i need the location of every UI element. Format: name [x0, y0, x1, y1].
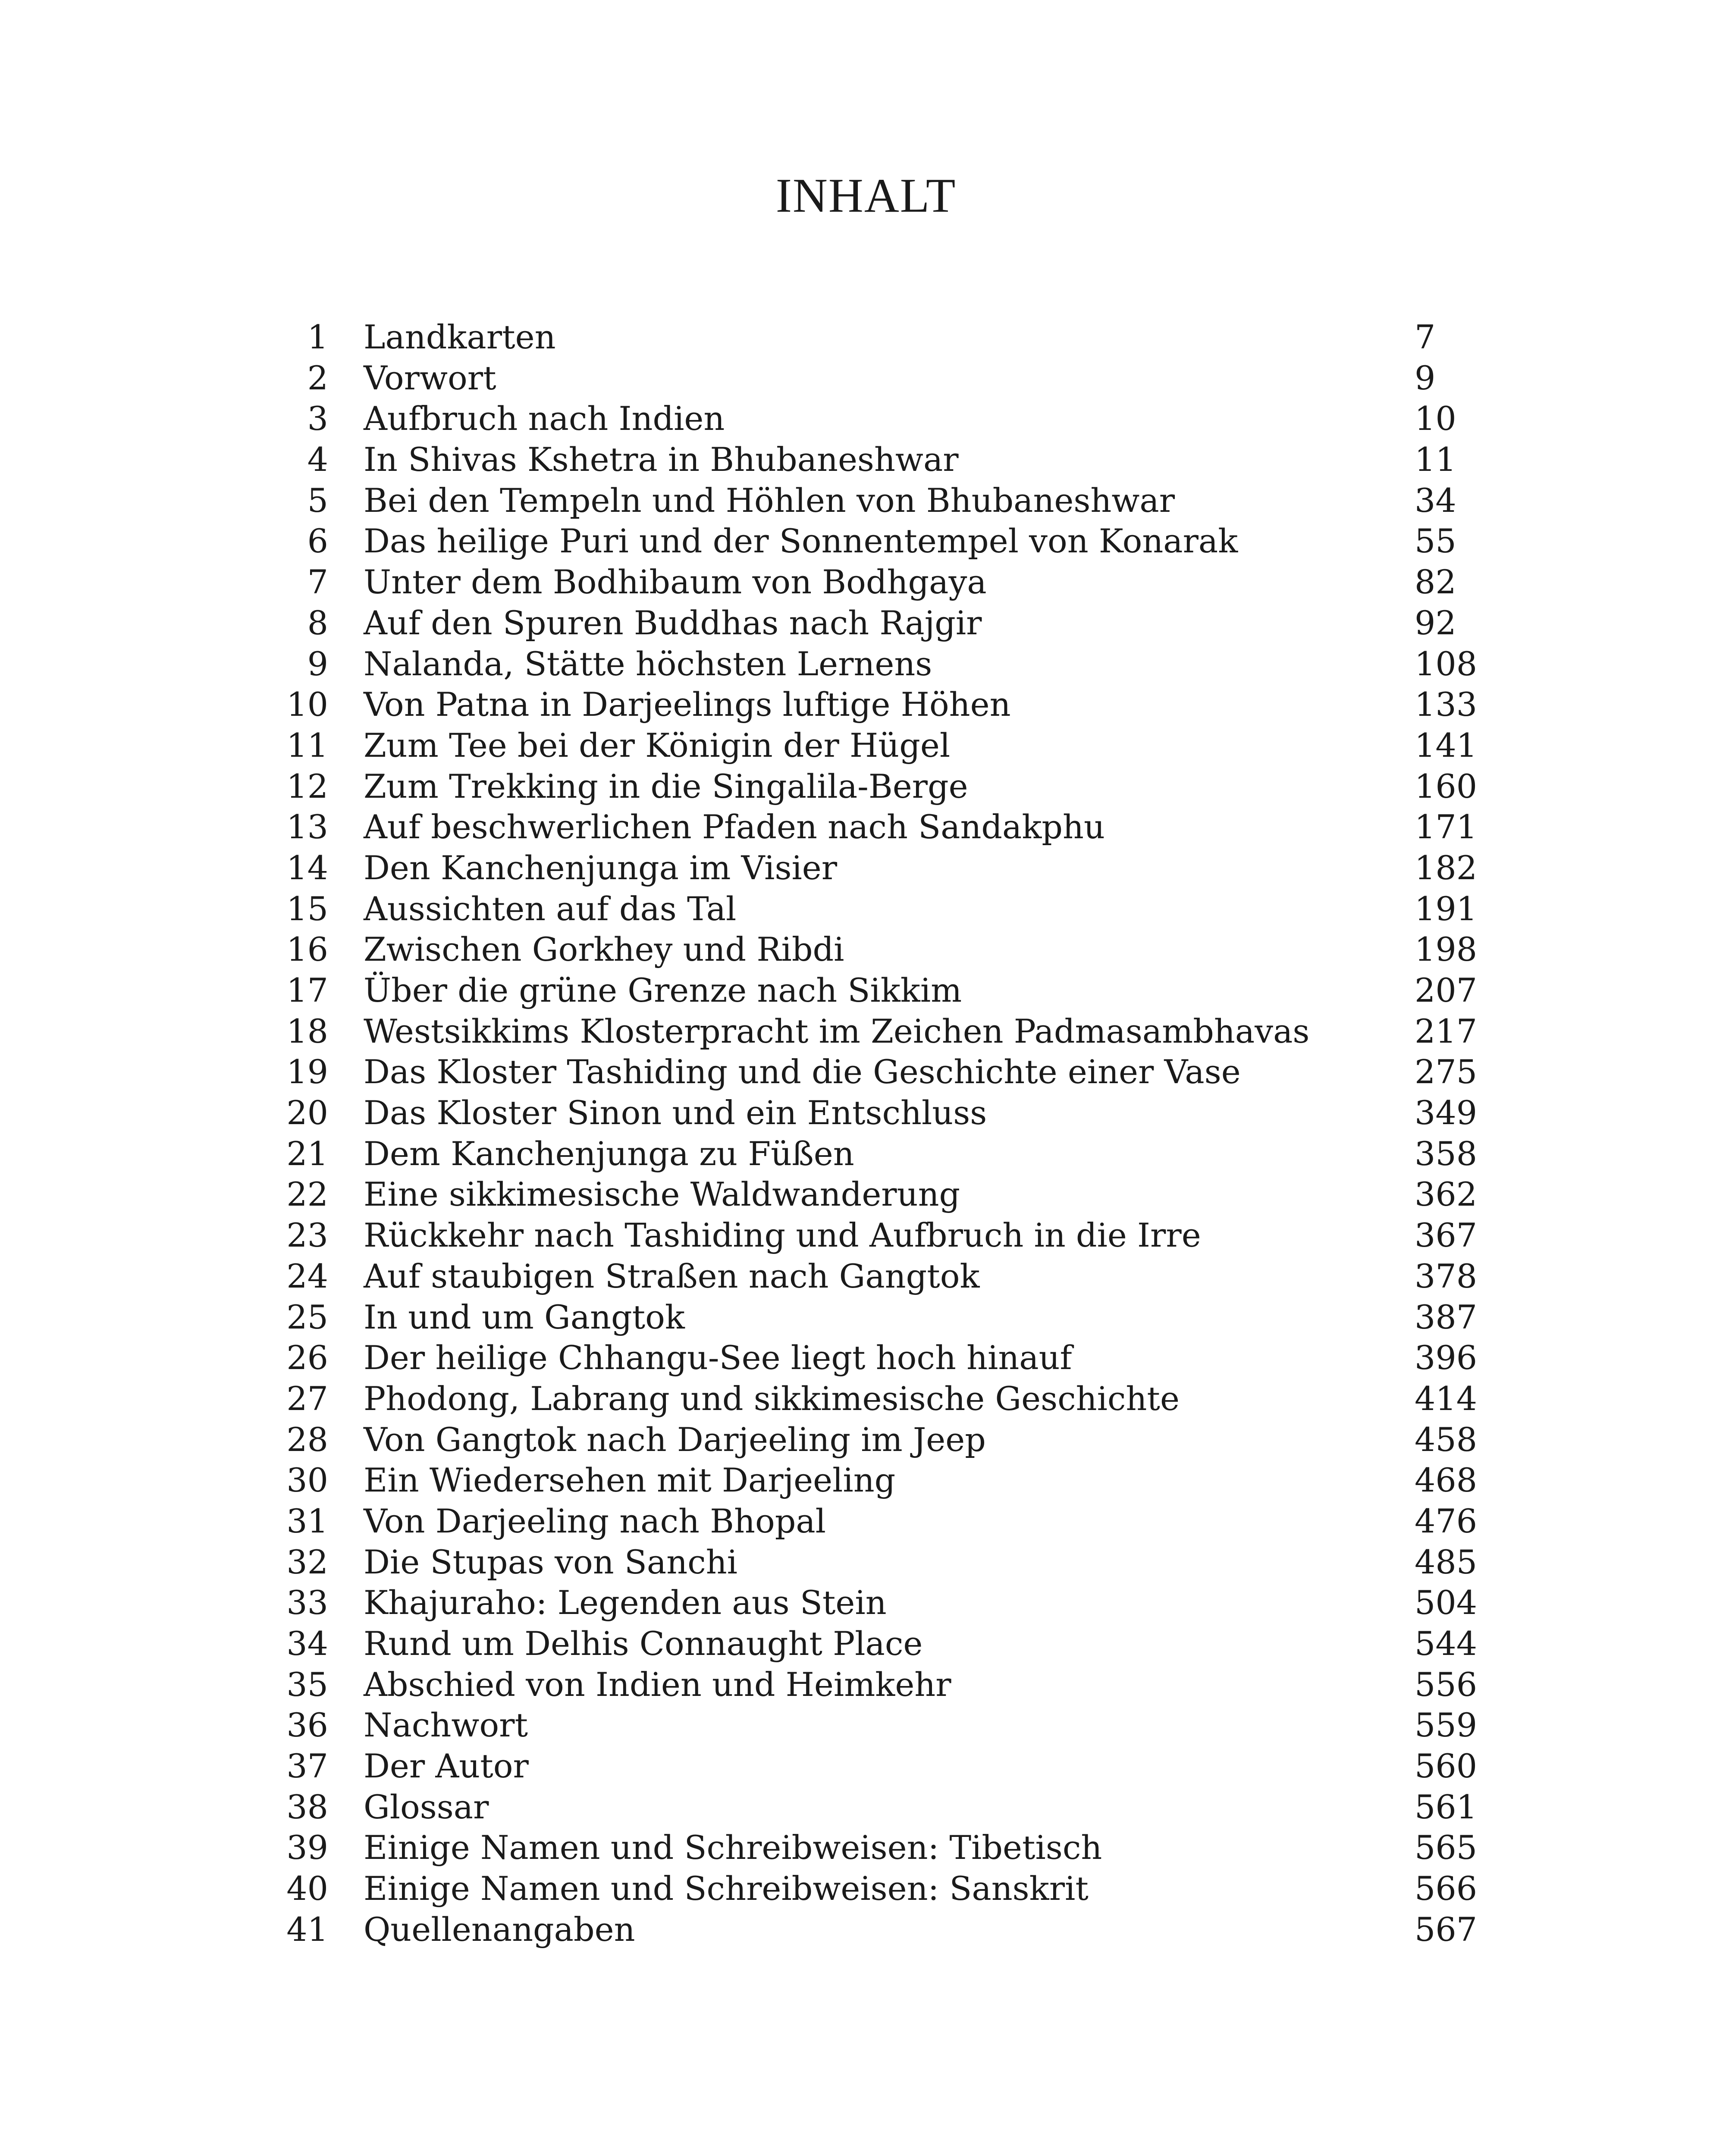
toc-entry-page: 556 [1415, 1665, 1478, 1704]
toc-entry-title: Von Darjeeling nach Bhopal [364, 1501, 826, 1540]
toc-entry-title: Eine sikkimesische Waldwanderung [364, 1175, 960, 1214]
toc-entry [0, 1542, 1732, 1583]
toc-entry-number: 28 [286, 1420, 328, 1459]
toc-entry-number: 37 [286, 1747, 328, 1786]
toc-entry-number: 38 [286, 1787, 328, 1826]
toc-entry [0, 562, 1732, 603]
toc-entry-page: 191 [1415, 889, 1478, 928]
toc-entry [0, 398, 1732, 439]
toc-entry-number: 19 [286, 1053, 328, 1091]
toc-entry [0, 1827, 1732, 1868]
toc-entry-title: In und um Gangtok [364, 1297, 685, 1336]
toc-entry-title: Das Kloster Sinon und ein Entschluss [364, 1094, 987, 1132]
toc-entry [0, 1052, 1732, 1093]
toc-entry-page: 133 [1415, 685, 1478, 724]
toc-entry-number: 5 [307, 481, 328, 520]
toc-entry-number: 26 [286, 1338, 328, 1377]
toc-entry-title: Das Kloster Tashiding und die Geschichte einer Vase [364, 1053, 1241, 1091]
toc-entry [0, 1623, 1732, 1664]
toc-entry-title: Einige Namen und Schreibweisen: Tibetisch [364, 1828, 1102, 1867]
toc-entry-number: 27 [286, 1379, 328, 1418]
toc-entry-number: 9 [307, 644, 328, 683]
toc-entry-title: Aufbruch nach Indien [364, 399, 725, 438]
toc-entry-title: Rund um Delhis Connaught Place [364, 1624, 923, 1663]
toc-entry-page: 367 [1415, 1216, 1478, 1255]
toc-entry-number: 7 [307, 563, 328, 602]
toc-entry-page: 468 [1415, 1461, 1478, 1500]
toc-entry-number: 22 [286, 1175, 328, 1214]
toc-entry-title: Unter dem Bodhibaum von Bodhgaya [364, 563, 987, 602]
toc-entry-title: Die Stupas von Sanchi [364, 1542, 737, 1581]
toc-entry-title: Phodong, Labrang und sikkimesische Geschichte [364, 1379, 1180, 1418]
toc-entry-number: 32 [286, 1542, 328, 1581]
toc-entry-page: 217 [1415, 1012, 1478, 1050]
toc-entry-title: In Shivas Kshetra in Bhubaneshwar [364, 440, 959, 479]
toc-entry-number: 15 [286, 889, 328, 928]
toc-entry-page: 349 [1415, 1094, 1478, 1132]
toc-entry [0, 1705, 1732, 1746]
toc-entry [0, 1256, 1732, 1297]
toc-entry-number: 3 [307, 399, 328, 438]
toc-entry-title: Der heilige Chhangu-See liegt hoch hinauf [364, 1338, 1072, 1377]
toc-entry-page: 485 [1415, 1542, 1478, 1581]
toc-entry-number: 23 [286, 1216, 328, 1255]
toc-entry-page: 544 [1415, 1624, 1478, 1663]
toc-entry-number: 18 [286, 1012, 328, 1050]
toc-entry-number: 33 [286, 1583, 328, 1622]
toc-entry-title: Vorwort [364, 358, 496, 397]
toc-entry [0, 1787, 1732, 1828]
toc-entry-page: 565 [1415, 1828, 1478, 1867]
toc-entry [0, 1909, 1732, 1950]
toc-entry-title: Von Gangtok nach Darjeeling im Jeep [364, 1420, 986, 1459]
toc-entry-number: 30 [286, 1461, 328, 1500]
toc-entry [0, 1297, 1732, 1338]
toc-entry-title: Zum Trekking in die Singalila-Berge [364, 767, 968, 805]
toc-entry-page: 358 [1415, 1134, 1478, 1173]
toc-entry [0, 480, 1732, 521]
toc-entry-page: 160 [1415, 767, 1478, 805]
toc-entry [0, 1011, 1732, 1052]
toc-entry-title: Westsikkims Klosterpracht im Zeichen Padmasambhavas [364, 1012, 1310, 1050]
toc-entry [0, 684, 1732, 725]
toc-entry-title: Landkarten [364, 318, 556, 356]
toc-entry-title: Einige Namen und Schreibweisen: Sanskrit [364, 1869, 1089, 1908]
toc-entry-title: Ein Wiedersehen mit Darjeeling [364, 1461, 896, 1500]
toc-entry-page: 561 [1415, 1787, 1478, 1826]
toc-entry-number: 8 [307, 603, 328, 642]
toc-entry [0, 1215, 1732, 1256]
toc-entry-page: 92 [1415, 603, 1456, 642]
toc-entry [0, 889, 1732, 930]
toc-entry-page: 141 [1415, 726, 1478, 765]
toc-entry-title: Zwischen Gorkhey und Ribdi [364, 930, 844, 969]
toc-entry [0, 1460, 1732, 1501]
toc-entry-page: 55 [1415, 522, 1456, 561]
toc-entry [0, 848, 1732, 889]
toc-entry-page: 387 [1415, 1297, 1478, 1336]
toc-entry-number: 13 [286, 808, 328, 846]
toc-entry-title: Den Kanchenjunga im Visier [364, 848, 838, 887]
toc-entry [0, 1868, 1732, 1909]
toc-entry-number: 17 [286, 971, 328, 1009]
toc-entry-page: 9 [1415, 358, 1436, 397]
toc-entry-number: 41 [286, 1910, 328, 1949]
toc-entry-number: 14 [286, 848, 328, 887]
toc-entry-title: Bei den Tempeln und Höhlen von Bhubaneshwar [364, 481, 1175, 520]
toc-entry [0, 725, 1732, 766]
toc-entry-page: 414 [1415, 1379, 1478, 1418]
toc-entry [0, 603, 1732, 644]
toc-entry-page: 171 [1415, 808, 1478, 846]
toc-entry-number: 25 [286, 1297, 328, 1336]
toc-entry-title: Das heilige Puri und der Sonnentempel von Konarak [364, 522, 1238, 561]
toc-entry-number: 21 [286, 1134, 328, 1173]
toc-entry-title: Glossar [364, 1787, 489, 1826]
toc-entry-number: 1 [307, 318, 328, 356]
toc-entry-title: Auf beschwerlichen Pfaden nach Sandakphu [364, 808, 1105, 846]
toc-entry-page: 108 [1415, 644, 1478, 683]
toc-entry-page: 566 [1415, 1869, 1478, 1908]
toc-entry-title: Auf staubigen Straßen nach Gangtok [364, 1257, 980, 1295]
toc-entry-number: 31 [286, 1501, 328, 1540]
toc-entry-title: Quellenangaben [364, 1910, 635, 1949]
toc-entry-page: 11 [1415, 440, 1456, 479]
toc-entry-number: 36 [286, 1706, 328, 1745]
toc-entry-title: Über die grüne Grenze nach Sikkim [364, 971, 962, 1009]
toc-entry-page: 7 [1415, 318, 1436, 356]
toc-entry [0, 358, 1732, 399]
toc-entry-title: Nalanda, Stätte höchsten Lernens [364, 644, 932, 683]
toc-entry [0, 807, 1732, 848]
toc-entry-page: 560 [1415, 1747, 1478, 1786]
toc-entry-number: 20 [286, 1094, 328, 1132]
toc-entry-number: 40 [286, 1869, 328, 1908]
toc-entry-page: 198 [1415, 930, 1478, 969]
toc-entry [0, 1501, 1732, 1542]
toc-entry [0, 317, 1732, 358]
toc-entry-page: 476 [1415, 1501, 1478, 1540]
toc-entry-title: Der Autor [364, 1747, 529, 1786]
toc-entry-number: 24 [286, 1257, 328, 1295]
toc-entry-page: 275 [1415, 1053, 1478, 1091]
toc-entry-page: 378 [1415, 1257, 1478, 1295]
toc-entry-number: 6 [307, 522, 328, 561]
toc-entry-page: 559 [1415, 1706, 1478, 1745]
toc-entry-title: Von Patna in Darjeelings luftige Höhen [364, 685, 1011, 724]
toc-entry [0, 1338, 1732, 1379]
toc-entry [0, 1420, 1732, 1460]
toc-entry [0, 1746, 1732, 1787]
toc-entry-title: Auf den Spuren Buddhas nach Rajgir [364, 603, 982, 642]
toc-entry [0, 1093, 1732, 1134]
toc-entry-page: 34 [1415, 481, 1456, 520]
toc-entry [0, 439, 1732, 480]
toc-entry-title: Zum Tee bei der Königin der Hügel [364, 726, 951, 765]
table-of-contents [0, 317, 1732, 1950]
toc-entry-number: 16 [286, 930, 328, 969]
toc-entry-title: Abschied von Indien und Heimkehr [364, 1665, 951, 1704]
toc-entry-page: 396 [1415, 1338, 1478, 1377]
toc-entry [0, 970, 1732, 1011]
toc-entry [0, 1134, 1732, 1175]
toc-entry-title: Khajuraho: Legenden aus Stein [364, 1583, 887, 1622]
toc-entry [0, 521, 1732, 562]
page-title: INHALT [775, 169, 957, 222]
toc-entry [0, 766, 1732, 807]
toc-entry-page: 207 [1415, 971, 1478, 1009]
toc-entry-number: 4 [307, 440, 328, 479]
toc-entry-page: 458 [1415, 1420, 1478, 1459]
toc-entry-page: 10 [1415, 399, 1456, 438]
toc-entry [0, 929, 1732, 970]
toc-entry [0, 644, 1732, 685]
toc-entry-page: 504 [1415, 1583, 1478, 1622]
toc-entry-title: Dem Kanchenjunga zu Füßen [364, 1134, 854, 1173]
toc-entry [0, 1664, 1732, 1705]
toc-entry-number: 10 [286, 685, 328, 724]
toc-entry-number: 34 [286, 1624, 328, 1663]
toc-entry-page: 362 [1415, 1175, 1478, 1214]
toc-entry [0, 1583, 1732, 1623]
toc-entry-title: Nachwort [364, 1706, 528, 1745]
toc-entry-number: 12 [286, 767, 328, 805]
toc-entry-number: 35 [286, 1665, 328, 1704]
toc-entry-page: 182 [1415, 848, 1478, 887]
toc-entry-page: 567 [1415, 1910, 1478, 1949]
toc-entry-number: 11 [286, 726, 328, 765]
toc-entry [0, 1379, 1732, 1420]
toc-entry-page: 82 [1415, 563, 1456, 602]
toc-entry [0, 1174, 1732, 1215]
toc-entry-number: 39 [286, 1828, 328, 1867]
toc-entry-number: 2 [307, 358, 328, 397]
toc-entry-title: Aussichten auf das Tal [364, 889, 737, 928]
toc-entry-title: Rückkehr nach Tashiding und Aufbruch in die Irre [364, 1216, 1201, 1255]
